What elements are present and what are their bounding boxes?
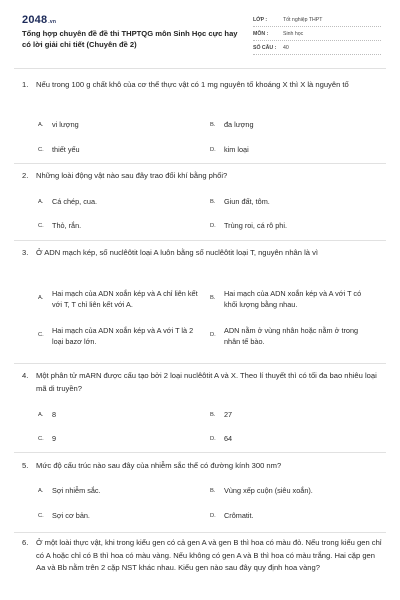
option-text: 27 <box>224 410 233 419</box>
question-3 <box>22 247 382 362</box>
option-b[interactable] <box>210 196 375 208</box>
option-c[interactable] <box>38 433 198 445</box>
option-text: Hai mạch của ADN xoắn kép và A chỉ liên kết với T, T chỉ liên kết với A. <box>52 289 198 309</box>
question-1 <box>22 79 382 169</box>
question-text: Những loài động vật nào sau đây trao đổi khí bằng phổi? <box>36 171 228 180</box>
divider <box>14 452 386 453</box>
option-letter: C. <box>38 147 44 153</box>
meta-count-label: SỐ CÂU : <box>253 44 277 51</box>
meta-count-value: 40 <box>283 44 289 51</box>
question-number: 5. <box>22 461 29 470</box>
option-letter: A. <box>38 295 44 301</box>
option-letter: D. <box>210 513 216 519</box>
option-letter: B. <box>210 412 216 418</box>
option-text: thiết yếu <box>52 145 80 154</box>
meta-class-value: Tốt nghiệp THPT <box>283 16 323 23</box>
meta-info <box>253 13 381 55</box>
option-text: Giun đất, tôm. <box>224 197 270 206</box>
question-stem <box>22 460 382 473</box>
option-d[interactable] <box>210 433 375 445</box>
option-text: Thỏ, rắn. <box>52 221 82 230</box>
meta-subject-value: Sinh học <box>283 30 304 37</box>
divider <box>14 532 386 533</box>
meta-subject-label: MÔN : <box>253 30 269 37</box>
question-stem <box>22 370 382 395</box>
option-letter: C. <box>38 223 44 229</box>
option-text: kim loại <box>224 145 249 154</box>
option-text: vi lượng <box>52 120 79 129</box>
question-text: Một phân tử mARN được cấu tạo bởi 2 loại nuclêôtit A và X. Theo lí thuyết thì có tối đa bao nhiêu loại mã di truyền? <box>36 371 377 393</box>
question-text: Ở ADN mạch kép, số nuclêôtit loại A luôn bằng số nuclêôtit loại T, nguyên nhân là vì <box>36 248 319 257</box>
meta-subject-row <box>253 27 381 41</box>
question-text: Mức độ cấu trúc nào sau đây của nhiễm sắc thể có đường kính 300 nm? <box>36 461 282 470</box>
option-d[interactable] <box>210 325 375 347</box>
question-number: 2. <box>22 171 29 180</box>
meta-class-row <box>253 13 381 27</box>
site-logo[interactable] <box>22 14 56 26</box>
option-text: ADN nằm ở vùng nhân hoặc nằm ở trong nhân tế bào. <box>224 326 359 346</box>
question-stem <box>22 79 382 92</box>
option-a[interactable] <box>38 288 206 310</box>
question-text: Nếu trong 100 g chất khô của cơ thể thực vật có 1 mg nguyên tố khoáng X thì X là nguyên tố <box>36 80 349 89</box>
option-letter: D. <box>210 223 216 229</box>
option-a[interactable] <box>38 196 198 208</box>
option-letter: C. <box>38 332 44 338</box>
option-d[interactable] <box>210 510 375 522</box>
option-text: đa lượng <box>224 120 254 129</box>
option-d[interactable] <box>210 220 375 232</box>
option-text: Sợi cơ bản. <box>52 511 90 520</box>
option-text: 9 <box>52 434 57 443</box>
divider <box>14 363 386 364</box>
option-b[interactable] <box>210 409 375 421</box>
option-c[interactable] <box>38 325 206 347</box>
page-title: Tổng hợp chuyên đề đề thi THPTQG môn Sinh Học cực hay có lời giải chi tiết (Chuyên đề 2) <box>22 29 238 49</box>
question-4 <box>22 370 382 455</box>
option-c[interactable] <box>38 220 198 232</box>
option-letter: B. <box>210 488 216 494</box>
divider <box>14 163 386 164</box>
option-d[interactable] <box>210 144 375 156</box>
option-text: Hai mạch của ADN xoắn kép và A với T có khối lượng bằng nhau. <box>224 289 362 309</box>
meta-count-row <box>253 41 381 55</box>
question-number: 3. <box>22 248 29 257</box>
option-text: 8 <box>52 410 57 419</box>
question-number: 6. <box>22 538 29 547</box>
option-letter: D. <box>210 147 216 153</box>
divider <box>14 240 386 241</box>
option-letter: B. <box>210 199 216 205</box>
option-letter: A. <box>38 122 44 128</box>
option-a[interactable] <box>38 119 198 131</box>
logo-suffix: .vn <box>48 19 57 25</box>
option-text: Hai mạch của ADN xoắn kép và A với T là 2 loại bazơ lớn. <box>52 326 194 346</box>
question-6 <box>22 537 382 597</box>
option-text: Cá chép, cua. <box>52 197 98 206</box>
divider <box>14 68 386 69</box>
option-c[interactable] <box>38 510 198 522</box>
option-a[interactable] <box>38 485 198 497</box>
question-stem <box>22 170 382 183</box>
option-letter: B. <box>210 122 216 128</box>
option-letter: D. <box>210 436 216 442</box>
question-5 <box>22 460 382 532</box>
question-stem <box>22 537 382 575</box>
option-text: Vùng xếp cuộn (siêu xoắn). <box>224 486 313 495</box>
question-text: Ở một loài thực vật, khi trong kiểu gen có cả gen A và gen B thì hoa có màu đỏ. Nếu trong kiểu gen chỉ có A hoặc chỉ có B thì hoa có màu vàng. Nếu không có gen A và B thì hoa có màu trắng. Hai cặp gen Aa và Bb nằm trên 2 cặp NST khác nhau. Kiểu gen nào sau đây quy định hoa vàng? <box>36 538 382 572</box>
option-b[interactable] <box>210 119 375 131</box>
option-text: 64 <box>224 434 233 443</box>
question-number: 1. <box>22 80 29 89</box>
page-header <box>0 0 400 64</box>
option-letter: C. <box>38 513 44 519</box>
option-b[interactable] <box>210 485 375 497</box>
question-stem <box>22 247 382 260</box>
option-c[interactable] <box>38 144 198 156</box>
question-number: 4. <box>22 371 29 380</box>
option-text: Crômatit. <box>224 511 254 520</box>
option-letter: D. <box>210 332 216 338</box>
option-letter: C. <box>38 436 44 442</box>
option-b[interactable] <box>210 288 375 310</box>
option-text: Sợi nhiễm sắc. <box>52 486 101 495</box>
question-2 <box>22 170 382 240</box>
option-letter: A. <box>38 488 44 494</box>
option-letter: B. <box>210 295 216 301</box>
option-letter: A. <box>38 412 44 418</box>
option-a[interactable] <box>38 409 198 421</box>
logo-text: 2048 <box>22 14 48 26</box>
option-letter: A. <box>38 199 44 205</box>
meta-class-label: LỚP : <box>253 16 268 23</box>
option-text: Trùng roi, cá rô phi. <box>224 221 287 230</box>
